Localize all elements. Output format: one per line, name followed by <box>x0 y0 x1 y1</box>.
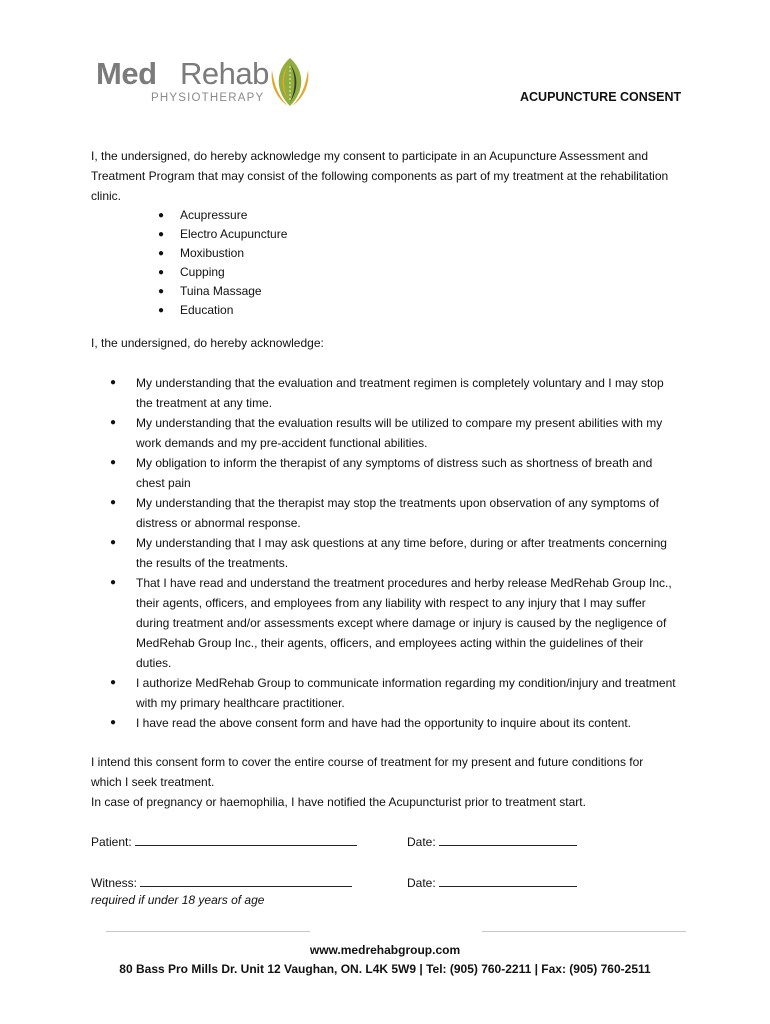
witness-label: Witness: <box>91 876 138 890</box>
list-item <box>158 225 287 244</box>
list-item <box>158 301 287 320</box>
bullet-icon: ● <box>110 377 117 388</box>
witness-note: required if under 18 years of age <box>91 893 265 907</box>
witness-date-field[interactable] <box>439 874 577 887</box>
component-label: Cupping <box>180 265 225 279</box>
patient-label: Patient: <box>91 835 132 849</box>
logo-subtitle: PHYSIOTHERAPY <box>151 92 265 104</box>
bullet-icon: ● <box>158 267 165 278</box>
bullet-icon: ● <box>110 537 117 548</box>
bullet-icon: ● <box>158 286 165 297</box>
footer-website: www.medrehabgroup.com <box>309 943 461 957</box>
bullet-icon: ● <box>158 210 165 221</box>
witness-signature-field[interactable] <box>140 874 352 887</box>
list-item <box>158 263 287 282</box>
component-list <box>158 206 287 320</box>
patient-signature-field[interactable] <box>135 833 357 846</box>
patient-date-row <box>407 833 577 849</box>
bullet-icon: ● <box>158 229 165 240</box>
list-item <box>110 413 682 453</box>
patient-signature-row <box>91 833 357 849</box>
closing-statement: I intend this consent form to cover the entire course of treatment for my present and future conditions for which I seek treatment. <box>91 755 644 789</box>
bullet-icon: ● <box>110 417 117 428</box>
list-item <box>110 573 682 673</box>
acknowledgement-text: My understanding that the evaluation results will be utilized to compare my present abilities with my work demands and my pre-accident functional abilities. <box>136 416 663 450</box>
component-label: Electro Acupuncture <box>180 227 288 241</box>
acknowledge-heading: I, the undersigned, do hereby acknowledge: <box>91 336 324 350</box>
witness-signature-row <box>91 874 352 890</box>
component-label: Acupressure <box>180 208 248 222</box>
list-item <box>158 206 287 225</box>
logo-brand-light: Rehab <box>180 56 269 91</box>
component-label: Moxibustion <box>180 246 245 260</box>
footer-divider-left <box>106 931 310 932</box>
pregnancy-statement: In case of pregnancy or haemophilia, I have notified the Acupuncturist prior to treatment start. <box>91 795 586 809</box>
intro-paragraph: I, the undersigned, do hereby acknowledge my consent to participate in an Acupuncture Assessment and Treatment Program that may consist of the following components as part of my treatment at the rehabilitation clinic. <box>91 149 669 203</box>
list-item <box>110 533 682 573</box>
footer-divider-right <box>482 931 686 932</box>
bullet-icon: ● <box>158 248 165 259</box>
list-item <box>158 244 287 263</box>
acknowledgement-text: That I have read and understand the treatment procedures and herby release MedRehab Group Inc., their agents, officers, and employees from any liability with respect to any injury that I may suffer during treatment and/or assessments except where damage or injury is caused by the negligence of MedRehab Group Inc., their agents, officers, and employees acting within the guidelines of their duties. <box>136 576 672 670</box>
date-label: Date: <box>407 876 436 890</box>
component-label: Tuina Massage <box>180 284 262 298</box>
acknowledgement-text: I have read the above consent form and have had the opportunity to inquire about its content. <box>136 716 631 730</box>
acknowledgement-text: I authorize MedRehab Group to communicate information regarding my condition/injury and treatment with my primary healthcare practitioner. <box>136 676 676 710</box>
medrehab-logo <box>96 56 311 110</box>
acknowledgement-text: My obligation to inform the therapist of any symptoms of distress such as shortness of breath and chest pain <box>136 456 653 490</box>
bullet-icon: ● <box>110 497 117 508</box>
list-item <box>110 453 682 493</box>
acknowledgement-text: My understanding that the therapist may stop the treatments upon observation of any symptoms of distress or abnormal response. <box>136 496 659 530</box>
patient-date-field[interactable] <box>439 833 577 846</box>
list-item <box>110 373 682 413</box>
bullet-icon: ● <box>110 577 117 588</box>
date-label: Date: <box>407 835 436 849</box>
logo-brand-bold: Med <box>96 56 157 91</box>
footer-address: 80 Bass Pro Mills Dr. Unit 12 Vaughan, ON. L4K 5W9 | Tel: (905) 760-2211 | Fax: (905) 760-2511 <box>119 962 651 976</box>
list-item <box>158 282 287 301</box>
bullet-icon: ● <box>110 717 117 728</box>
acknowledgement-text: My understanding that the evaluation and treatment regimen is completely voluntary and I may stop the treatment at any time. <box>136 376 664 410</box>
bullet-icon: ● <box>110 677 117 688</box>
bullet-icon: ● <box>110 457 117 468</box>
component-label: Education <box>180 303 234 317</box>
acknowledgement-text: My understanding that I may ask questions at any time before, during or after treatments concerning the results of the treatments. <box>136 536 667 570</box>
leaf-icon <box>268 56 312 108</box>
list-item <box>110 673 682 713</box>
list-item <box>110 493 682 533</box>
page-title: ACUPUNCTURE CONSENT <box>520 90 682 104</box>
witness-date-row <box>407 874 577 890</box>
bullet-icon: ● <box>158 305 165 316</box>
acknowledgement-list <box>110 373 682 733</box>
list-item <box>110 713 682 733</box>
